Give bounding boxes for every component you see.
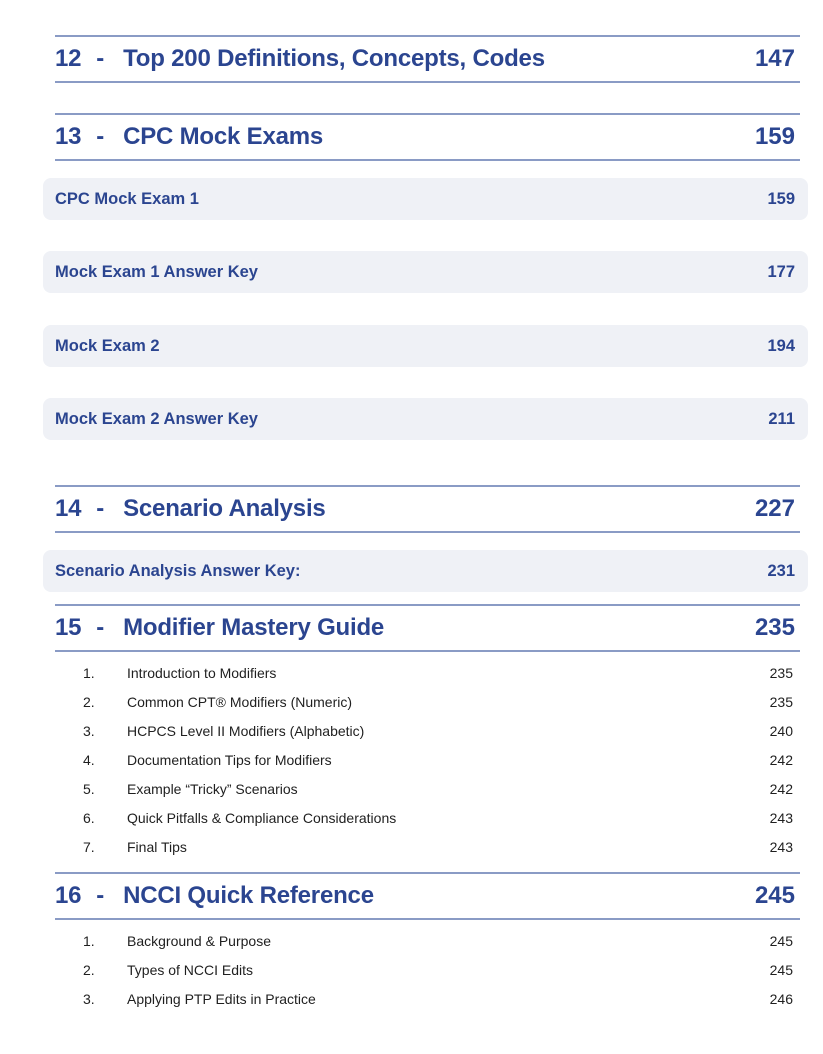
subitem-row — [83, 832, 793, 861]
subitem-row — [83, 926, 793, 955]
banner-title: Scenario Analysis Answer Key: — [55, 561, 301, 580]
chapter-page-number: 245 — [754, 882, 795, 909]
chapter-dash: - — [96, 123, 105, 150]
subitem-number: 5. — [83, 780, 95, 797]
subitem-number: 3. — [83, 990, 95, 1007]
subitem-label: Example “Tricky” Scenarios — [127, 780, 298, 797]
chapter-heading — [55, 123, 323, 151]
subitem-label: HCPCS Level II Modifiers (Alphabetic) — [127, 722, 365, 739]
chapter-heading — [55, 614, 384, 642]
banner-row-mock-exam-1-answer-key — [43, 251, 808, 293]
chapter-row-14 — [55, 485, 800, 533]
subitem-number: 6. — [83, 809, 95, 826]
subitem-number: 1. — [83, 664, 95, 681]
subitem-number: 3. — [83, 722, 95, 739]
banner-page-number: 211 — [768, 409, 795, 428]
banner-page-number: 194 — [767, 336, 795, 355]
chapter-title: Top 200 Definitions, Concepts, Codes — [123, 45, 545, 72]
subitem-number: 7. — [83, 838, 95, 855]
chapter-number: 14 — [55, 495, 82, 522]
chapter-title: CPC Mock Exams — [123, 123, 324, 150]
banner-title: CPC Mock Exam 1 — [55, 189, 199, 208]
chapter-title: Modifier Mastery Guide — [123, 614, 385, 641]
chapter-dash: - — [96, 882, 105, 909]
chapter-dash: - — [96, 45, 105, 72]
subitem-label: Documentation Tips for Modifiers — [127, 751, 332, 768]
banner-page-number: 159 — [767, 189, 795, 208]
subitem-page-number: 246 — [769, 990, 793, 1007]
chapter-dash: - — [96, 614, 105, 641]
subitem-page-number: 235 — [769, 664, 793, 681]
subitem-label: Types of NCCI Edits — [127, 961, 254, 978]
chapter-number: 13 — [55, 123, 82, 150]
subitem-row — [83, 658, 793, 687]
subitem-label: Common CPT® Modifiers (Numeric) — [127, 693, 353, 710]
subitem-row — [83, 803, 793, 832]
subitem-label: Background & Purpose — [127, 932, 271, 949]
chapter-title: Scenario Analysis — [123, 495, 326, 522]
chapter-heading — [55, 495, 326, 523]
chapter-page-number: 159 — [754, 123, 795, 150]
chapter-number: 15 — [55, 614, 82, 641]
subitem-label: Applying PTP Edits in Practice — [127, 990, 316, 1007]
subitem-page-number: 245 — [769, 932, 793, 949]
subitem-number: 2. — [83, 961, 95, 978]
subitem-label: Final Tips — [127, 838, 187, 855]
chapter-dash: - — [96, 495, 105, 522]
chapter-title: NCCI Quick Reference — [123, 882, 374, 909]
chapter-number: 12 — [55, 45, 82, 72]
subitem-page-number: 243 — [769, 838, 793, 855]
chapter-number: 16 — [55, 882, 82, 909]
chapter-page-number: 147 — [754, 45, 795, 72]
chapter-row-13 — [55, 113, 800, 161]
subitem-row — [83, 955, 793, 984]
banner-row-scenario-analysis-answer-key — [43, 550, 808, 592]
subitem-row — [83, 687, 793, 716]
subitem-row — [83, 984, 793, 1013]
subitem-page-number: 235 — [769, 693, 793, 710]
subitem-page-number: 242 — [769, 780, 793, 797]
banner-row-mock-exam-2-answer-key — [43, 398, 808, 440]
chapter-15-subitem-list — [83, 658, 793, 861]
subitem-page-number: 243 — [769, 809, 793, 826]
banner-title: Mock Exam 2 — [55, 336, 160, 355]
subitem-label: Introduction to Modifiers — [127, 664, 277, 681]
chapter-heading — [55, 882, 374, 910]
banner-title: Mock Exam 1 Answer Key — [55, 262, 258, 281]
subitem-row — [83, 774, 793, 803]
banner-row-mock-exam-2 — [43, 325, 808, 367]
subitem-row — [83, 745, 793, 774]
subitem-row — [83, 716, 793, 745]
subitem-page-number: 245 — [769, 961, 793, 978]
chapter-row-15 — [55, 604, 800, 652]
subitem-number: 1. — [83, 932, 95, 949]
subitem-page-number: 242 — [769, 751, 793, 768]
subitem-page-number: 240 — [769, 722, 793, 739]
subitem-number: 4. — [83, 751, 95, 768]
chapter-16-subitem-list — [83, 926, 793, 1013]
chapter-row-12 — [55, 35, 800, 83]
subitem-number: 2. — [83, 693, 95, 710]
banner-page-number: 231 — [767, 561, 795, 580]
banner-page-number: 177 — [767, 262, 795, 281]
chapter-page-number: 235 — [754, 614, 795, 641]
chapter-page-number: 227 — [754, 495, 795, 522]
banner-title: Mock Exam 2 Answer Key — [55, 409, 258, 428]
banner-row-cpc-mock-exam-1 — [43, 178, 808, 220]
chapter-heading — [55, 45, 545, 73]
subitem-label: Quick Pitfalls & Compliance Considerations — [127, 809, 397, 826]
chapter-row-16 — [55, 872, 800, 920]
